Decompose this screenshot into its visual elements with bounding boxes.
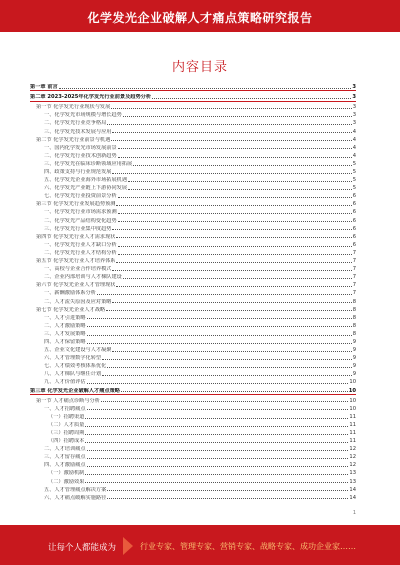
toc-entry-page: 5 bbox=[352, 169, 356, 175]
toc-entry[interactable] bbox=[30, 404, 356, 412]
toc-entry[interactable] bbox=[30, 396, 356, 404]
toc-entry[interactable] bbox=[30, 353, 356, 361]
toc-entry-page: 9 bbox=[352, 371, 356, 378]
toc-entry-page: 12 bbox=[349, 454, 356, 461]
arrow-icon bbox=[123, 537, 133, 555]
toc-entry-page: 4 bbox=[352, 128, 356, 135]
toc-leader-dots bbox=[87, 335, 352, 336]
footer-banner bbox=[0, 525, 400, 565]
toc-entry[interactable] bbox=[30, 199, 356, 207]
toc-entry[interactable] bbox=[30, 288, 356, 296]
toc-leader-dots bbox=[59, 88, 352, 89]
toc-leader-dots bbox=[87, 458, 349, 459]
toc-entry-title: 三、化学发光在临床诊断领域应用拓展 bbox=[44, 160, 133, 167]
toc-entry-page: 3 bbox=[352, 84, 356, 91]
toc-entry-title: 二、化学发光产品结构变化趋势 bbox=[44, 217, 117, 224]
toc-leader-dots bbox=[112, 132, 351, 133]
toc-entry[interactable] bbox=[30, 412, 356, 420]
toc-entry-title: 四、人才保留策略 bbox=[44, 338, 86, 345]
toc-entry-page: 8 bbox=[352, 322, 356, 329]
toc-entry[interactable] bbox=[30, 280, 356, 288]
toc-entry[interactable] bbox=[30, 476, 356, 484]
toc-leader-dots bbox=[121, 391, 348, 392]
toc-entry-title: 一、化学发光行业人才缺口分析 bbox=[44, 241, 117, 248]
report-title: 化学发光企业破解人才痛点策略研究报告 bbox=[87, 11, 313, 25]
toc-leader-dots bbox=[101, 401, 348, 402]
toc-entry-page: 10 bbox=[349, 379, 356, 386]
toc-entry-title: 第三节 化学发光行业发展趋势预测 bbox=[36, 201, 116, 208]
toc-leader-dots bbox=[118, 148, 352, 149]
toc-leader-dots bbox=[118, 213, 352, 214]
footer-roles: 行业专家、管理专家、营销专家、战略专家、成功企业家…… bbox=[140, 542, 356, 551]
toc-entry-title: 四、政策支持与行业规范发展 bbox=[44, 169, 112, 175]
toc-entry-page: 9 bbox=[352, 338, 356, 345]
toc-entry[interactable] bbox=[30, 337, 356, 345]
toc-entry-title: 第四节 化学发光行业人才需求现状 bbox=[36, 233, 116, 240]
toc-entry-title: 二、化学发光行业竞争格局 bbox=[44, 120, 107, 127]
toc-entry[interactable] bbox=[30, 420, 356, 428]
toc-entry-title: 八、人才梯队与继任计划 bbox=[44, 371, 102, 378]
toc-entry-page: 9 bbox=[352, 363, 356, 370]
toc-entry-title: （二）人才质量 bbox=[48, 421, 85, 428]
toc-entry[interactable] bbox=[30, 175, 356, 183]
toc-leader-dots bbox=[107, 367, 351, 368]
toc-leader-dots bbox=[87, 343, 352, 344]
toc-entry-page: 6 bbox=[352, 225, 356, 232]
toc-leader-dots bbox=[107, 498, 348, 499]
toc-entry[interactable] bbox=[30, 102, 356, 110]
toc-leader-dots bbox=[85, 442, 348, 443]
toc-entry-page: 8 bbox=[352, 330, 356, 337]
toc-leader-dots bbox=[87, 318, 352, 319]
toc-entry[interactable] bbox=[30, 167, 356, 175]
toc-entry-title: 二、人才激励策略 bbox=[44, 322, 86, 329]
toc-leader-dots bbox=[112, 270, 351, 271]
toc-entry-page: 12 bbox=[349, 462, 356, 469]
toc-leader-dots bbox=[118, 246, 352, 247]
toc-entry[interactable] bbox=[30, 110, 356, 118]
toc-entry[interactable] bbox=[30, 151, 356, 159]
toc-entry-title: （一）激励机制 bbox=[48, 470, 85, 477]
toc-entry[interactable] bbox=[30, 321, 356, 329]
toc-entry[interactable] bbox=[30, 248, 356, 256]
toc-entry[interactable] bbox=[30, 215, 356, 223]
toc-entry-title: 五、人才管理痛点解决方案 bbox=[44, 486, 107, 493]
toc-entry[interactable] bbox=[30, 329, 356, 337]
toc-entry-title: 第三章 化学发光企业破解人才痛点策略 bbox=[30, 387, 120, 394]
toc-leader-dots bbox=[118, 221, 352, 222]
page-number: 1 bbox=[352, 510, 356, 516]
toc-entry[interactable] bbox=[30, 313, 356, 321]
toc-leader-dots bbox=[102, 375, 352, 376]
toc-entry[interactable] bbox=[30, 493, 356, 501]
toc-entry-title: 七、人才绩效考核体系优化 bbox=[44, 363, 107, 370]
toc-entry-page: 6 bbox=[352, 209, 356, 216]
toc-leader-dots bbox=[85, 418, 348, 419]
toc-entry-page: 4 bbox=[352, 136, 356, 143]
toc-leader-dots bbox=[116, 262, 351, 263]
toc-entry-title: 三、化学发光技术发展与应用 bbox=[44, 128, 112, 135]
toc-entry-page: 8 bbox=[352, 298, 356, 305]
toc-entry-page: 10 bbox=[348, 387, 356, 394]
toc-entry-page: 13 bbox=[349, 470, 356, 477]
toc-entry-page: 3 bbox=[352, 120, 356, 127]
toc-leader-dots bbox=[87, 383, 349, 384]
toc-entry-page: 7 bbox=[352, 266, 356, 273]
footer-slogan: 让每个人都能成为 bbox=[48, 543, 117, 553]
toc-entry-title: 第一节 化学发光行业现状与发展 bbox=[36, 104, 111, 111]
toc-entry[interactable] bbox=[30, 82, 356, 90]
toc-entry[interactable] bbox=[30, 191, 356, 199]
toc-entry-page: 14 bbox=[349, 494, 356, 501]
toc-entry-title: （三）招聘周期 bbox=[48, 429, 85, 436]
toc-entry[interactable] bbox=[30, 126, 356, 134]
toc-entry-page: 7 bbox=[352, 290, 356, 297]
toc-entry-page: 3 bbox=[352, 112, 356, 119]
toc-entry[interactable] bbox=[30, 377, 356, 385]
toc-entry-page: 4 bbox=[352, 144, 356, 151]
toc-entry-page: 11 bbox=[349, 429, 356, 436]
toc-entry-page: 3 bbox=[352, 94, 356, 101]
toc-entry-title: 一、薪酬激励体系分析 bbox=[44, 290, 96, 297]
toc-entry-page: 5 bbox=[352, 177, 356, 184]
toc-entry[interactable] bbox=[30, 361, 356, 369]
toc-entry[interactable] bbox=[30, 436, 356, 444]
toc-leader-dots bbox=[85, 474, 348, 475]
toc-leader-dots bbox=[128, 181, 352, 182]
header-banner bbox=[0, 0, 400, 32]
toc-entry-title: 第二章 2023-2025年化学发光行业前景及趋势分析 bbox=[30, 94, 152, 101]
toc-entry-title: 三、人才发展策略 bbox=[44, 330, 86, 337]
toc-leader-dots bbox=[85, 426, 348, 427]
toc-entry-title: 五、化学发光企业海外市场拓展机遇 bbox=[44, 177, 128, 184]
toc-entry-page: 6 bbox=[352, 233, 356, 240]
toc-entry-title: 一、人才招聘痛点 bbox=[44, 405, 86, 412]
toc-entry-page: 6 bbox=[352, 241, 356, 248]
toc-leader-dots bbox=[133, 165, 351, 166]
toc-entry-title: 六、化学发光产业链上下游协同发展 bbox=[44, 185, 128, 192]
toc-leader-dots bbox=[123, 278, 352, 279]
toc-leader-dots bbox=[152, 98, 351, 99]
toc-leader-dots bbox=[123, 116, 352, 117]
toc-entry[interactable] bbox=[30, 207, 356, 215]
toc-leader-dots bbox=[112, 302, 351, 303]
toc-entry-page: 7 bbox=[352, 249, 356, 256]
toc-entry-title: 二、人才培训痛点 bbox=[44, 446, 86, 453]
toc-entry[interactable] bbox=[30, 369, 356, 377]
toc-entry[interactable] bbox=[30, 264, 356, 272]
toc-entry-page: 14 bbox=[349, 486, 356, 493]
toc-entry[interactable] bbox=[30, 428, 356, 436]
toc-entry[interactable] bbox=[30, 240, 356, 248]
toc-entry-title: 五、企业文化建设与人才凝聚 bbox=[44, 347, 112, 354]
toc-entry-title: 第一节 人才痛点诊断与分析 bbox=[36, 397, 100, 404]
toc-entry-page: 4 bbox=[352, 152, 356, 159]
toc-entry-title: 三、化学发光行业集中度趋势 bbox=[44, 225, 112, 232]
toc-leader-dots bbox=[107, 124, 351, 125]
toc-entry[interactable] bbox=[30, 305, 356, 313]
toc-entry-page: 10 bbox=[349, 405, 356, 412]
toc-entry-title: 一、化学发光市场规模与增长趋势 bbox=[44, 112, 122, 119]
toc-entry-title: 三、人才留存痛点 bbox=[44, 454, 86, 461]
toc-entry-page: 13 bbox=[349, 478, 356, 485]
toc-entry-page: 11 bbox=[349, 421, 356, 428]
toc-entry-title: 二、化学发光行业技术创新趋势 bbox=[44, 152, 117, 159]
toc-entry[interactable] bbox=[30, 345, 356, 353]
toc-entry-title: 六、人才痛点破解实施路径 bbox=[44, 494, 107, 501]
toc-entry-title: 二、人才流失原因及应对策略 bbox=[44, 298, 112, 305]
toc-entry-title: 第五节 化学发光行业人才培养体系 bbox=[36, 258, 116, 265]
toc-entry[interactable] bbox=[30, 224, 356, 232]
toc-entry-title: 一、国内化学发光市场发展前景 bbox=[44, 144, 117, 151]
toc-leader-dots bbox=[87, 450, 349, 451]
toc-entry[interactable] bbox=[30, 296, 356, 304]
toc-entry[interactable] bbox=[30, 135, 356, 143]
toc-leader-dots bbox=[111, 140, 351, 141]
toc-entry-title: 第七节 化学发光企业人才战略 bbox=[36, 306, 106, 313]
toc-entry[interactable] bbox=[30, 468, 356, 476]
toc-entry-title: 九、人才价值评估 bbox=[44, 379, 86, 386]
toc-entry-title: 二、化学发光行业人才结构分析 bbox=[44, 249, 117, 256]
toc-entry-page: 5 bbox=[352, 160, 356, 167]
toc-entry-title: 六、人才管理数字化转型 bbox=[44, 355, 102, 362]
toc-entry[interactable] bbox=[30, 452, 356, 460]
toc-entry-title: 第六节 化学发光企业人才管理现状 bbox=[36, 282, 116, 289]
toc-leader-dots bbox=[87, 326, 352, 327]
toc-entry-title: 二、企业内部培训与人才梯队建设 bbox=[44, 274, 122, 281]
toc-leader-dots bbox=[112, 351, 351, 352]
toc-entry-title: 第二节 化学发光行业前景与机遇 bbox=[36, 136, 111, 143]
toc-entry[interactable] bbox=[30, 118, 356, 126]
toc-leader-dots bbox=[112, 229, 351, 230]
toc-entry-page: 6 bbox=[352, 193, 356, 200]
toc-entry-page: 9 bbox=[352, 347, 356, 354]
toc-entry[interactable] bbox=[30, 385, 356, 393]
toc-entry-title: （四）招聘成本 bbox=[48, 438, 85, 445]
toc-entry[interactable] bbox=[30, 444, 356, 452]
toc-leader-dots bbox=[118, 197, 352, 198]
toc-leader-dots bbox=[102, 359, 352, 360]
toc-entry-title: 四、人才激励痛点 bbox=[44, 462, 86, 469]
toc-entry-page: 6 bbox=[352, 201, 356, 208]
toc-entry-title: 一、化学发光行业市场需求预测 bbox=[44, 209, 117, 216]
toc-entry[interactable] bbox=[30, 183, 356, 191]
toc-leader-dots bbox=[118, 157, 352, 158]
toc-entry[interactable] bbox=[30, 460, 356, 468]
toc-entry-page: 8 bbox=[352, 314, 356, 321]
table-of-contents bbox=[30, 82, 356, 501]
toc-entry[interactable] bbox=[30, 143, 356, 151]
toc-entry-page: 10 bbox=[349, 397, 356, 404]
toc-leader-dots bbox=[116, 237, 351, 238]
toc-entry[interactable] bbox=[30, 256, 356, 264]
toc-entry-page: 11 bbox=[349, 438, 356, 445]
toc-leader-dots bbox=[128, 189, 352, 190]
toc-entry-title: （一）招聘渠道 bbox=[48, 413, 85, 420]
toc-entry-title: 一、高校与企业合作培养模式 bbox=[44, 266, 112, 273]
toc-leader-dots bbox=[116, 286, 351, 287]
toc-leader-dots bbox=[106, 310, 352, 311]
toc-entry[interactable] bbox=[30, 232, 356, 240]
toc-entry-page: 7 bbox=[352, 274, 356, 281]
toc-heading: 内容目录 bbox=[171, 60, 228, 75]
toc-entry-page: 5 bbox=[352, 185, 356, 192]
toc-entry-page: 7 bbox=[352, 258, 356, 265]
toc-entry-page: 7 bbox=[352, 282, 356, 289]
toc-leader-dots bbox=[85, 434, 348, 435]
toc-entry[interactable] bbox=[30, 159, 356, 167]
toc-entry-page: 9 bbox=[352, 355, 356, 362]
toc-entry-page: 6 bbox=[352, 217, 356, 224]
toc-entry-page: 3 bbox=[352, 104, 356, 111]
toc-entry-page: 12 bbox=[349, 446, 356, 453]
toc-entry-title: （二）激励效果 bbox=[48, 478, 85, 485]
toc-leader-dots bbox=[87, 466, 349, 467]
toc-entry[interactable] bbox=[30, 272, 356, 280]
toc-leader-dots bbox=[85, 482, 348, 483]
toc-leader-dots bbox=[107, 490, 348, 491]
toc-leader-dots bbox=[111, 108, 351, 109]
toc-entry[interactable] bbox=[30, 485, 356, 493]
toc-entry-page: 11 bbox=[349, 413, 356, 420]
toc-leader-dots bbox=[112, 173, 351, 174]
toc-entry-title: 七、化学发光行业投资前景分析 bbox=[44, 193, 117, 200]
toc-leader-dots bbox=[97, 294, 352, 295]
toc-leader-dots bbox=[116, 205, 351, 206]
toc-leader-dots bbox=[87, 409, 349, 410]
toc-leader-dots bbox=[118, 254, 352, 255]
toc-entry-page: 8 bbox=[352, 306, 356, 313]
toc-entry-title: 第一章 前言 bbox=[30, 84, 58, 91]
toc-entry-title: 一、人才引进策略 bbox=[44, 314, 86, 321]
toc-entry[interactable] bbox=[30, 92, 356, 100]
